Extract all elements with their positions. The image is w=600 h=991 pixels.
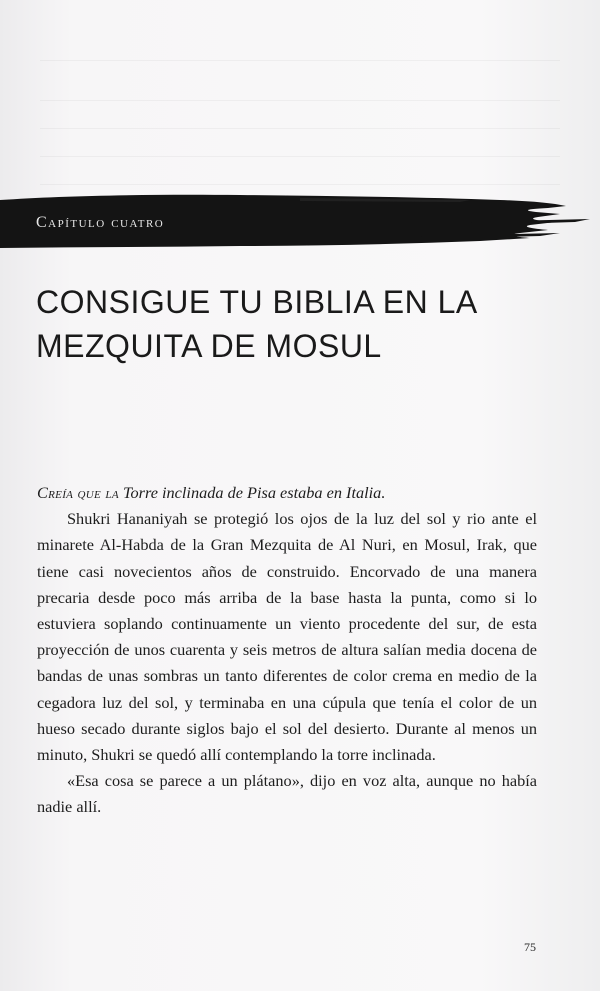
paragraph: Shukri Hananiyah se protegió los ojos de la luz del sol y rio ante el minarete Al-Habda de la Gran Mezquita de Al Nuri, en Mosul, Irak, que tiene casi novecientos años de construido. Encorvado de una manera precaria desde poco más arriba de la base hasta la punta, como si lo estuviera soplando continuamente un viento procedente del sur, de esta proyección de unos cuarenta y seis metros de altura salían media docena de bandas de unas sombras un tanto diferentes de color crema en medio de la cegadora luz del sol, y terminaba en una cúpula que tenía el color de un hueso secado durante siglos bajo el sol del desierto. Durante al menos un minuto, Shukri se quedó allí contemplando la torre inclinada.: [37, 509, 537, 765]
show-through-line: [40, 60, 560, 61]
show-through-line: [40, 156, 560, 157]
show-through-line: [40, 184, 560, 185]
lead-in-caps: Creía que la: [37, 483, 119, 502]
show-through-line: [40, 128, 560, 129]
show-through-line: [40, 100, 560, 101]
paragraph: «Esa cosa se parece a un plátano», dijo en voz alta, aunque no había nadie allí.: [37, 771, 537, 817]
opening-line: [37, 480, 537, 506]
lead-in-italic: Torre inclinada de Pisa estaba en Italia.: [118, 483, 386, 502]
chapter-label: Capítulo cuatro: [36, 214, 165, 231]
chapter-title: CONSIGUE TU BIBLIA EN LA MEZQUITA DE MOSUL: [36, 284, 476, 364]
chapter-body: [37, 480, 537, 821]
page-number: 75: [524, 940, 536, 954]
